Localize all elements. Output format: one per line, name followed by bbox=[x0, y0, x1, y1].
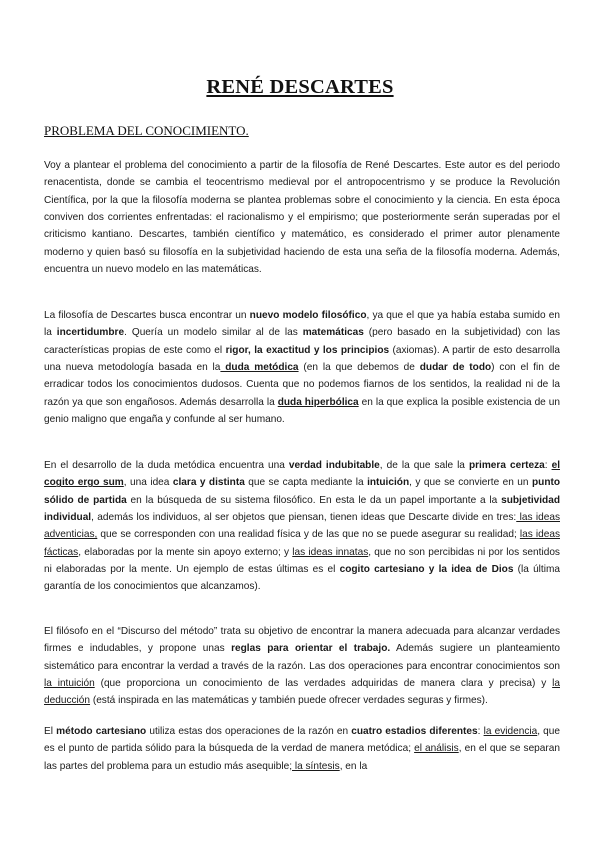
emphasis-underlined-text: duda hiperbólica bbox=[277, 396, 359, 408]
page-title: RENÉ DESCARTES bbox=[206, 76, 394, 98]
text-run: . Quería un modelo similar al de las bbox=[124, 327, 303, 339]
emphasis-text: método cartesiano bbox=[56, 726, 147, 737]
emphasis-text: verdad indubitable bbox=[288, 460, 380, 471]
emphasis-text: rigor, la exactitud y los principios bbox=[225, 344, 390, 356]
emphasis-text: punto sólido de partida bbox=[44, 477, 561, 506]
text-run: , que no son percibidas ni por los sentidos ni elaboradas por la mente. Un ejemplo de estas últimas es el bbox=[44, 546, 560, 576]
emphasis-text: intuición bbox=[367, 477, 410, 489]
section-heading: PROBLEMA DEL CONOCIMIENTO. bbox=[44, 123, 249, 138]
text-run: , una idea bbox=[123, 477, 173, 489]
underlined-text: la intuición bbox=[44, 678, 95, 690]
emphasis-underlined-text: duda metódica bbox=[220, 362, 299, 374]
text-run: El filósofo en el “Discurso del método” trata su objetivo de encontrar la manera adecuada para alcanzar verdades firmes e indudables, y propone unas bbox=[44, 626, 560, 655]
text-run: en la búsqueda de su sistema filosófico. En esta le da un papel importante a la bbox=[126, 494, 502, 506]
emphasis-text: cuatro estadios diferentes bbox=[351, 726, 478, 737]
text-run: , en el que se separan las partes del problema para un estudio más asequible; bbox=[44, 743, 560, 772]
text-run: en la que explica la posible existencia de un genio maligno que engaña y confunde al ser humano. bbox=[44, 396, 561, 426]
text-run: , ya que el que ya había estaba sumido en la bbox=[44, 310, 560, 339]
text-run: que se corresponden con una realidad física y de las que no se puede asegurar su realidad; bbox=[97, 529, 520, 541]
text-run: , además los individuos, al ser objetos que piensan, tienen ideas que Descarte divide en tres: bbox=[91, 512, 517, 524]
text-run: (la última garantía de los conocimientos que alcanzamos). bbox=[44, 564, 560, 593]
text-run: Además sugiere un planteamiento sistemático para encontrar la verdad a través de la razón. Las dos operaciones para encontrar conocimientos son bbox=[44, 643, 561, 672]
paragraph-discourse-method bbox=[44, 623, 560, 710]
text-run: , de la que sale la bbox=[379, 460, 469, 471]
text-run: , en la bbox=[339, 760, 368, 772]
text-run: (que proporciona un conocimiento de las verdades adquiridas de manera clara y precisa) y bbox=[94, 678, 553, 690]
underlined-text: la síntesis bbox=[292, 760, 340, 772]
text-run: , que es el punto de partida sólido para la búsqueda de la verdad de manera metódica; bbox=[44, 726, 561, 755]
text-run: , elaboradas por la mente sin apoyo externo; y bbox=[78, 546, 293, 558]
emphasis-text: matemáticas bbox=[302, 327, 364, 339]
emphasis-underlined-text: el cogito ergo sum bbox=[44, 460, 560, 489]
text-run: (pero basado en la subjetividad) con las características propias de este como el bbox=[44, 327, 560, 356]
paragraph-cartesian-method bbox=[44, 723, 560, 775]
text-run: : bbox=[477, 726, 484, 737]
paragraph-new-model bbox=[44, 307, 560, 428]
emphasis-text: clara y distinta bbox=[172, 477, 245, 489]
emphasis-text: dudar de todo bbox=[419, 362, 492, 374]
text-run: (en la que debemos de bbox=[298, 362, 420, 374]
paragraph-introduction bbox=[44, 157, 560, 278]
text-run: (está inspirada en las matemáticas y también puede ofrecer verdades seguras y firmes). bbox=[90, 695, 488, 707]
text-run: utiliza estas dos operaciones de la razón en bbox=[146, 726, 352, 737]
emphasis-text: nuevo modelo filosófico bbox=[249, 310, 367, 321]
emphasis-text: incertidumbre bbox=[56, 327, 125, 339]
underlined-text: las ideas innatas bbox=[292, 546, 369, 558]
emphasis-text: subjetividad individual bbox=[44, 494, 560, 524]
text-run: En el desarrollo de la duda metódica encuentra una bbox=[44, 460, 289, 471]
paragraph-methodical-doubt bbox=[44, 457, 560, 596]
emphasis-text: reglas para orientar el trabajo. bbox=[231, 643, 391, 655]
text-run: que se capta mediante la bbox=[244, 477, 368, 489]
underlined-text: la deducción bbox=[44, 678, 560, 707]
underlined-text: el análisis bbox=[414, 743, 459, 755]
text-run: La filosofía de Descartes busca encontrar un bbox=[44, 310, 250, 321]
text-run: El bbox=[44, 726, 57, 737]
underlined-text: las ideas fácticas bbox=[44, 529, 560, 558]
underlined-text: la evidencia bbox=[483, 726, 538, 737]
text-run: ) con el fin de erradicar todos los conocimientos dudosos. Cuenta que no podemos fiarnos de los sentidos, la realidad ni de la razón ya que son engañosos. Además desarrolla la bbox=[44, 362, 560, 408]
text-run: : bbox=[544, 460, 552, 471]
emphasis-text: cogito cartesiano y la idea de Dios bbox=[339, 564, 514, 576]
underlined-text: las ideas adventicias, bbox=[44, 512, 560, 541]
text-run: (axiomas). A partir de esto desarrolla una nueva metodología basada en la bbox=[44, 344, 561, 374]
text-run: Voy a plantear el problema del conocimiento a partir de la filosofía de René Descartes. Este autor es del periodo renacentista, donde se cambia el teocentrismo medieval por el antropocentrismo y se produce la Revolución Científica, por la que la filosofía moderna se plantea problemas sobre el conocimiento y la ciencia. En esta época conviven dos corrientes enfrentadas: el racionalismo y el empirismo; que posteriormente serán superadas por el criticismo kantiano. Descartes, también científico y matemático, es considerado el primer autor plenamente moderno y quien basó su filosofía en la subjetividad haciendo de esta una seña de la filosofía moderna. Además, encuentra un nuevo modelo en las matemáticas. bbox=[44, 160, 560, 276]
text-run: , y que se convierte en un bbox=[409, 477, 532, 489]
emphasis-text: primera certeza bbox=[468, 460, 545, 471]
